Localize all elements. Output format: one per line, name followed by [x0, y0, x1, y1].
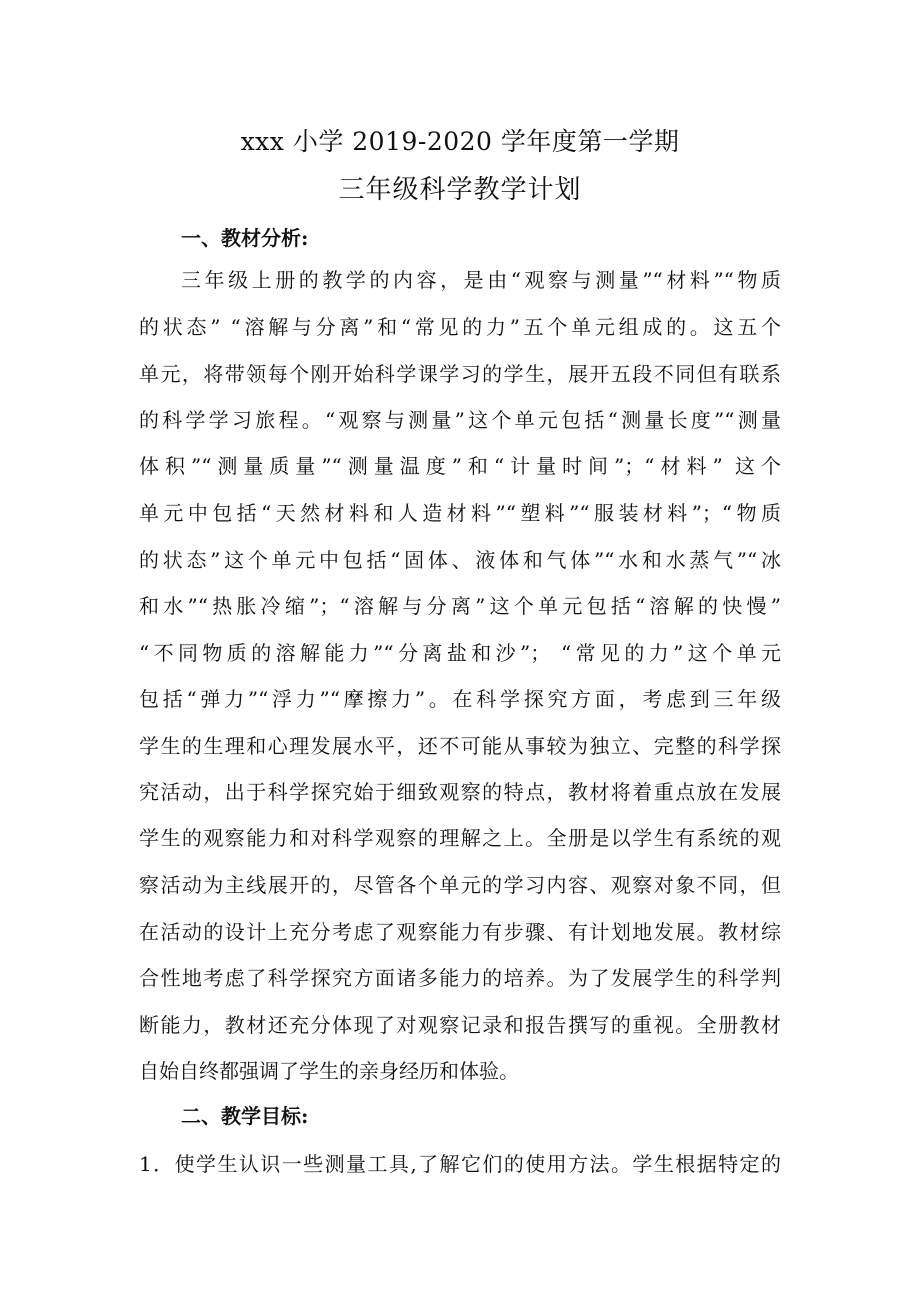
document-title-line-2: 三年级科学教学计划 — [338, 175, 582, 205]
paragraph-line: 的状态” “溶解与分离”和“常见的力”五个单元组成的。这五个 — [139, 315, 781, 339]
paragraph-line: 体积”“测量质量”“测量温度”和“计量时间”；“材料” 这个 — [139, 454, 781, 478]
paragraph-line: “不同物质的溶解能力”“分离盐和沙”； “常见的力”这个单元 — [139, 641, 781, 665]
paragraph-line: 的科学学习旅程。“观察与测量”这个单元包括“测量长度”“测量 — [139, 408, 781, 432]
paragraph-line: 合性地考虑了科学探究方面诸多能力的培养。为了发展学生的科学判 — [139, 966, 781, 990]
paragraph-line: 和水”“热胀冷缩”；“溶解与分离”这个单元包括“溶解的快慢” — [139, 594, 781, 618]
paragraph-line: 断能力，教材还充分体现了对观察记录和报告撰写的重视。全册教材 — [139, 1013, 781, 1037]
section-heading-teaching-goals: 二、教学目标: — [181, 1104, 309, 1128]
section-heading-materials-analysis: 一、教材分析: — [181, 226, 309, 250]
paragraph-line: 在活动的设计上充分考虑了观察能力有步骤、有计划地发展。教材综 — [139, 920, 781, 944]
paragraph-line: 学生的观察能力和对科学观察的理解之上。全册是以学生有系统的观 — [139, 826, 781, 850]
document-title-line-1: xxx 小学 2019-2020 学年度第一学期 — [240, 127, 680, 156]
paragraph-line: 究活动，出于科学探究始于细致观察的特点，教材将着重点放在发展 — [139, 780, 781, 804]
paragraph-line: 自始自终都强调了学生的亲身经历和体验。 — [139, 1059, 519, 1083]
paragraph-line: 单元，将带领每个刚开始科学课学习的学生，展开五段不同但有联系 — [139, 362, 781, 386]
paragraph-line: 包括“弹力”“浮力”“摩擦力”。在科学探究方面，考虑到三年级 — [139, 687, 781, 711]
paragraph-line: 察活动为主线展开的，尽管各个单元的学习内容、观察对象不同，但 — [139, 873, 781, 897]
paragraph-line: 三年级上册的教学的内容，是由“观察与测量”“材料”“物质 — [181, 268, 781, 292]
paragraph-line: 的状态”这个单元中包括“固体、液体和气体”“水和水蒸气”“冰 — [139, 548, 781, 572]
paragraph-line: 单元中包括“天然材料和人造材料”“塑料”“服装材料”；“物质 — [139, 501, 781, 525]
paragraph-line: 1．使学生认识一些测量工具,了解它们的使用方法。学生根据特定的 — [139, 1152, 781, 1176]
paragraph-line: 学生的生理和心理发展水平，还不可能从事较为独立、完整的科学探 — [139, 734, 781, 758]
